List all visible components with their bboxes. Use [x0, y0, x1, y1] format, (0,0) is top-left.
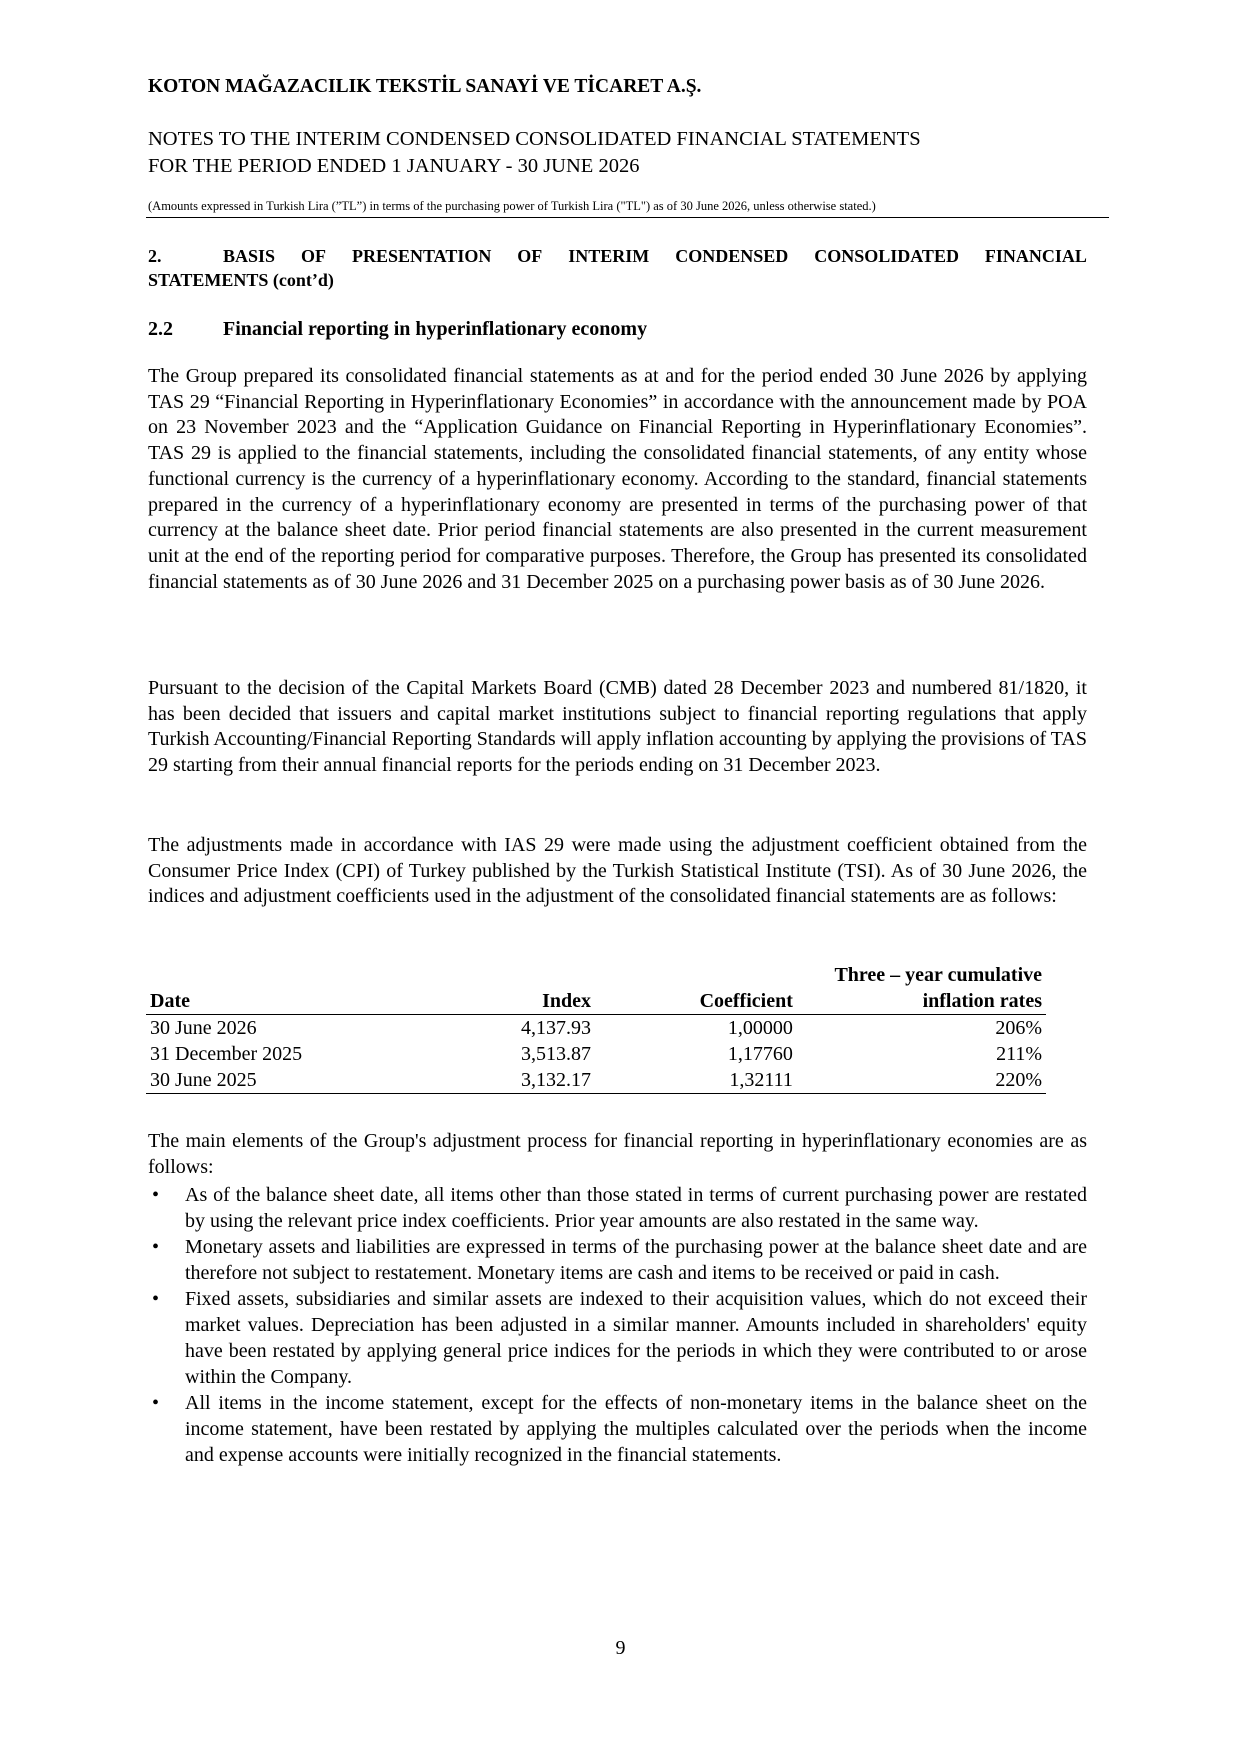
section-heading-word: PRESENTATION	[351, 246, 492, 266]
list-item	[148, 1182, 1087, 1234]
section-heading-word: OF	[301, 246, 326, 266]
cell-index: 3,132.17	[423, 1067, 595, 1094]
table-header-row	[146, 988, 1046, 1015]
cpi-table	[146, 962, 1046, 1094]
section-heading-word: OF	[517, 246, 543, 266]
bullet-icon: •	[152, 1236, 160, 1258]
paragraph-adjustment-process: The main elements of the Group's adjustment process for financial reporting in hyperinflationary economies are as follows:	[148, 1130, 1087, 1178]
list-item-text: Fixed assets, subsidiaries and similar assets are indexed to their acquisition values, which do not exceed their market values. Depreciation has been adjusted in a similar manner. Amounts included in shareholders' equity have been restated by applying general price indices for the periods in which they were contributed to or arose within the Company.	[185, 1288, 1087, 1388]
table-row	[146, 1067, 1046, 1094]
cell-date: 30 June 2026	[150, 1017, 257, 1039]
bullet-icon: •	[152, 1392, 160, 1414]
cell-index: 4,137.93	[520, 1017, 591, 1039]
bullet-icon: •	[152, 1288, 160, 1310]
page-number: 9	[615, 1637, 626, 1659]
cell-date: 30 June 2025	[146, 1067, 423, 1094]
paragraph-cpi-adjustments: The adjustments made in accordance with IAS 29 were made using the adjustment coefficient obtained from the Consumer Price Index (CPI) of Turkey published by the Turkish Statistical Institute (TSI). As of 30 June 2026, the indices and adjustment coefficients used in the adjustment of the consolidated financial statements are as follows:	[148, 834, 1087, 908]
cell-inflation-rate: 211%	[996, 1043, 1042, 1065]
header-index: Index	[423, 988, 595, 1015]
amounts-note: (Amounts expressed in Turkish Lira (”TL”) in terms of the purchasing power of Turkish Lira ("TL") as of 30 June 2026, unless otherwise stated.)	[148, 199, 876, 213]
bullet-icon: •	[152, 1184, 160, 1206]
section-heading-word: CONSOLIDATED	[814, 246, 959, 266]
header-three-year-cumulative: Three – year cumulative	[834, 964, 1042, 986]
header-inflation-rates: inflation rates	[797, 988, 1046, 1015]
table-row	[146, 1015, 1046, 1042]
list-item-text: Monetary assets and liabilities are expressed in terms of the purchasing power at the balance sheet date and are therefore not subject to restatement. Monetary items are cash and items to be received or paid in cash.	[185, 1236, 1087, 1284]
document-title	[148, 126, 921, 180]
subsection-heading	[148, 318, 647, 341]
section-heading	[148, 244, 1087, 292]
cell-coefficient: 1,32111	[595, 1067, 797, 1094]
subsection-number: 2.2	[148, 318, 173, 340]
title-line-2: FOR THE PERIOD ENDED 1 JANUARY - 30 JUNE 2026	[148, 155, 640, 177]
paragraph-tas29: The Group prepared its consolidated financial statements as at and for the period ended 30 June 2026 by applying TAS 29 “Financial Reporting in Hyperinflationary Economies” in accordance with the announcement made by POA on 23 November 2023 and the “Application Guidance on Financial Reporting in Hyperinflationary Economies”. TAS 29 is applied to the financial statements, including the consolidated financial statements, of any entity whose functional currency is the currency of a hyperinflationary economy. According to the standard, financial statements prepared in the currency of a hyperinflationary economy are presented in terms of the purchasing power of that currency at the balance sheet date. Prior period financial statements are also presented in the current measurement unit at the end of the reporting period for comparative purposes. Therefore, the Group has presented its consolidated financial statements as of 30 June 2026 and 31 December 2025 on a purchasing power basis as of 30 June 2026.	[148, 365, 1087, 593]
list-item-text: As of the balance sheet date, all items other than those stated in terms of current purchasing power are restated by using the relevant price index coefficients. Prior year amounts are also restated in the same way.	[185, 1184, 1087, 1232]
list-item	[148, 1234, 1087, 1286]
section-heading-line-2: STATEMENTS (cont’d)	[148, 270, 334, 290]
table-row	[146, 1041, 1046, 1067]
table-header-row-top	[146, 962, 1046, 988]
list-item-text: All items in the income statement, except for the effects of non-monetary items in the balance sheet on the income statement, have been restated by applying the multiples calculated over the periods when the income and expense accounts were initially recognized in the financial statements.	[185, 1392, 1087, 1466]
section-number: 2.	[148, 246, 162, 266]
header-coefficient: Coefficient	[595, 988, 797, 1015]
subsection-title: Financial reporting in hyperinflationary economy	[223, 318, 648, 340]
header-date: Date	[146, 988, 423, 1015]
list-item	[148, 1390, 1087, 1468]
section-heading-line-1-part-0: 2. BASIS	[148, 246, 276, 266]
section-heading-word: CONDENSED	[675, 246, 789, 266]
list-item	[148, 1286, 1087, 1390]
cell-date: 31 December 2025	[150, 1043, 303, 1065]
adjustment-elements-list	[148, 1182, 1087, 1468]
cell-inflation-rate: 206%	[995, 1017, 1042, 1039]
section-heading-line-1	[148, 244, 1087, 268]
paragraph-cmb-decision: Pursuant to the decision of the Capital Markets Board (CMB) dated 28 December 2023 and numbered 81/1820, it has been decided that issuers and capital market institutions subject to financial reporting regulations that apply Turkish Accounting/Financial Reporting Standards will apply inflation accounting by applying the provisions of TAS 29 starting from their annual financial reports for the periods ending on 31 December 2023.	[148, 677, 1087, 777]
cell-index: 3,513.87	[520, 1043, 591, 1065]
header-divider	[146, 217, 1109, 218]
cell-coefficient: 1,00000	[727, 1017, 793, 1039]
company-name: KOTON MAĞAZACILIK TEKSTİL SANAYİ VE TİCARET A.Ş.	[148, 76, 702, 97]
cell-coefficient: 1,17760	[727, 1043, 793, 1065]
cell-inflation-rate: 220%	[797, 1067, 1046, 1094]
section-heading-word: FINANCIAL	[984, 246, 1087, 266]
title-line-1: NOTES TO THE INTERIM CONDENSED CONSOLIDATED FINANCIAL STATEMENTS	[148, 128, 921, 150]
section-heading-word: INTERIM	[568, 246, 650, 266]
